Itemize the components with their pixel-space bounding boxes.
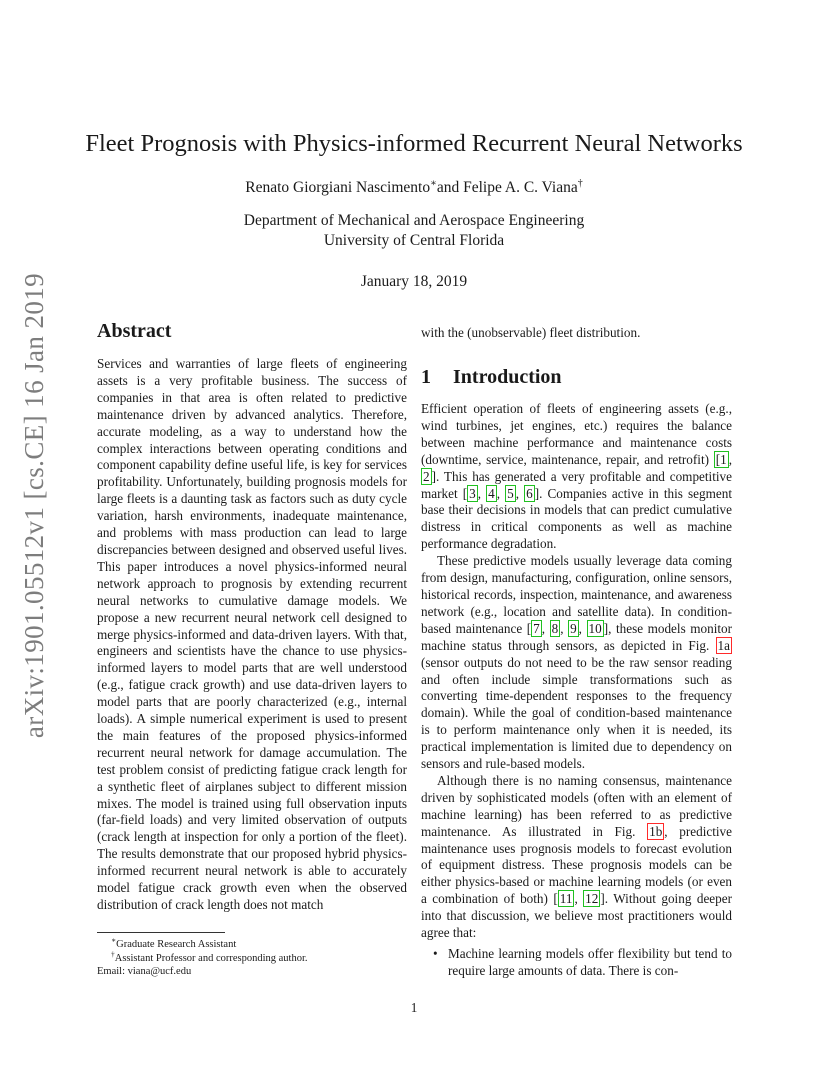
- intro-paragraph-2: These predictive models usually leverage data coming from design, manufacturing, configuration, online sensors, historical records, inspection, maintenance, and awareness network (e.g., location and satellite data). In condition-based maintenance [ 7 , 8 , 9 , 10 ], these models monitor machine status through sensors, as depicted in Fig. 1a (sensor outputs do not need to be the raw sensor reading and often include simple transformations such as converting time-dependent responses to the frequency domain). While the goal of condition-based maintenance is to perform maintenance only when it is needed, its practical implementation is limited due to dependency on sensors and rule-based models.: [421, 553, 733, 772]
- introduction-body: [421, 401, 732, 942]
- intro-paragraph-3: Although there is no naming consensus, maintenance driven by sophisticated models (often with an element of machine learning) has been referred to as predictive maintenance. As illustrated in Fig. 1b , predictive maintenance uses prognosis models to forecast evolution of equipment distress. These prognosis models can be either physics-based or machine learning models (or even a combination of both) [ 11 , 12 ]. Without going deeper into that discussion, we believe most practitioners would agree that:: [421, 772, 732, 941]
- footnote-divider: [97, 932, 225, 933]
- citation-link[interactable]: 12: [585, 891, 599, 907]
- abstract-continuation: [421, 325, 732, 342]
- abstract-continuation-text: with the (unobservable) fleet distribution.: [421, 325, 641, 340]
- section-heading-introduction: [421, 366, 562, 389]
- paper-title: Fleet Prognosis with Physics-informed Recurrent Neural Networks: [85, 130, 743, 157]
- bullet-icon: •: [433, 946, 438, 961]
- citation-link[interactable]: 3: [469, 485, 476, 501]
- citation-link[interactable]: [1: [715, 451, 727, 467]
- authors: [0, 179, 828, 197]
- footnotes: [97, 935, 417, 979]
- citation-link[interactable]: 2: [423, 468, 430, 484]
- citation-link[interactable]: 8: [551, 620, 559, 636]
- citation-link[interactable]: 5: [507, 485, 514, 501]
- intro-paragraph-1: Efficient operation of fleets of engineering assets (e.g., wind turbines, jet engines, etc.) requires the balance between machine performance and maintenance costs (downtime, service, maintenance, repair, and retrofit) [1 , 2 ]. This has generated a very profitable and competitive market [ 3 , 4 , 5 , 6 ]. Companies active in this segment base their decisions in models that can predict cumulative distress in critical components as well as machine performance degradation.: [421, 401, 732, 552]
- author-2-footnote-mark[interactable]: †: [577, 177, 583, 189]
- paper-date: January 18, 2019: [360, 273, 468, 290]
- citation-link[interactable]: 11: [559, 891, 573, 907]
- footnote-email: Email: viana@ucf.edu: [97, 966, 192, 977]
- section-number: 1: [421, 366, 431, 388]
- arxiv-identifier: arXiv:1901.05512v1 [cs.CE] 16 Jan 2019: [19, 272, 50, 738]
- figure-reference-link[interactable]: 1a: [717, 637, 730, 653]
- figure-reference-link[interactable]: 1b: [649, 823, 663, 839]
- list-item: [433, 946, 732, 980]
- author-1-footnote-mark[interactable]: ∗: [430, 177, 437, 189]
- affiliation-university: University of Central Florida: [323, 232, 505, 249]
- page-number: 1: [410, 1000, 418, 1015]
- footnote-2: †Assistant Professor and corresponding author.: [111, 949, 308, 964]
- affiliation-department: Department of Mechanical and Aerospace Engineering: [243, 212, 585, 229]
- bullet-list: [433, 946, 732, 980]
- footnote-1: ∗Graduate Research Assistant: [111, 935, 237, 950]
- citation-link[interactable]: 6: [526, 485, 533, 501]
- abstract-paragraph: Services and warranties of large fleets of engineering assets is a very profitable business. The success of companies in that area is often related to predictive maintenance driven by advanced analytics. Therefore, accurate modeling, as a way to understand how the complex interactions between operating conditions and component capability define useful life, is key for services profitability. Unfortunately, building prognosis models for large fleets is a daunting task as factors such as duty cycle variation, harsh environments, inadequate maintenance, and problems with mass production can lead to large discrepancies between designed and observed useful lives. This paper introduces a novel physics-informed neural network approach to prognosis by extending recurrent neural networks to cumulative damage models. We propose a new recurrent neural network cell designed to merge physics-informed and data-driven layers. With that, engineers and scientists have the chance to use physics-informed layers to model parts that are well understood (e.g., fatigue crack growth) and use data-driven layers to model parts that are poorly characterized (e.g., internal loads). A simple numerical experiment is used to present the main features of the proposed physics-informed recurrent neural network for damage accumulation. The test problem consist of predicting fatigue crack length for a synthetic fleet of airplanes subject to different mission mixes. The model is trained using full observation inputs (far-field loads) and very limited observation of outputs (crack length at inspection for only a portion of the fleet). The results demonstrate that our proposed hybrid physics-informed recurrent neural network is able to accurately model fatigue crack growth even when the observed distribution of crack length does not match: [97, 356, 407, 912]
- citation-link[interactable]: 10: [588, 620, 602, 636]
- citation-link[interactable]: 9: [570, 620, 577, 636]
- author-1: Renato Giorgiani Nascimento: [245, 179, 431, 196]
- abstract-heading: Abstract: [97, 320, 172, 342]
- section-title: Introduction: [453, 366, 562, 388]
- abstract-body: [97, 356, 407, 914]
- affiliation: [0, 211, 828, 251]
- bullet-text: Machine learning models offer flexibility but tend to require large amounts of data. There is con-: [448, 946, 732, 978]
- citation-link[interactable]: 4: [488, 485, 495, 501]
- arxiv-stamp: [12, 272, 58, 738]
- author-connector: and Felipe A. C. Viana: [436, 179, 578, 196]
- citation-link[interactable]: 7: [533, 620, 540, 636]
